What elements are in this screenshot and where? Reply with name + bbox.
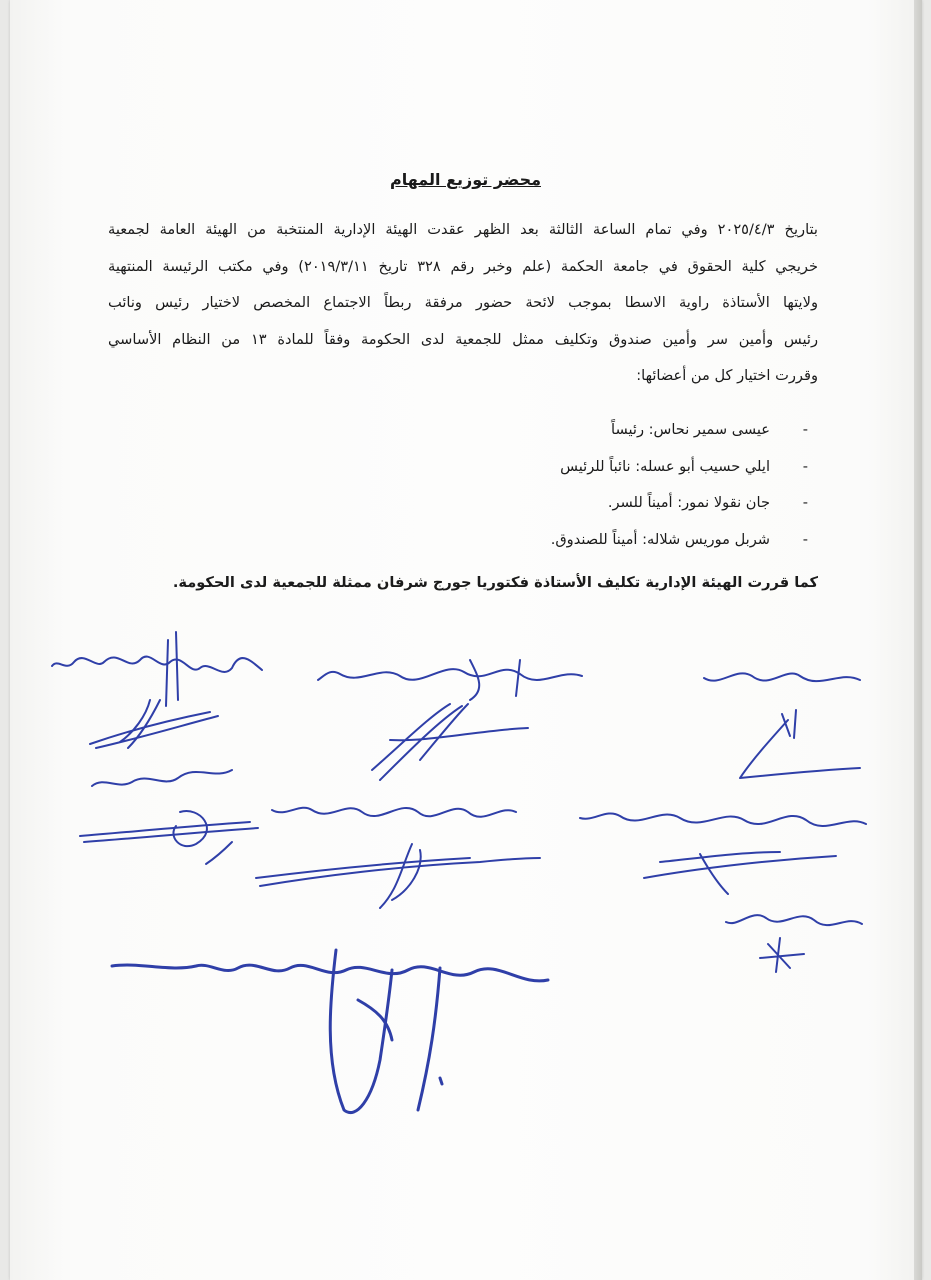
signature-shalala [112, 950, 548, 1113]
member-entry: جان نقولا نمور: أميناً للسر. [607, 494, 770, 511]
paragraph-line: رئيس وأمين سر وأمين صندوق وتكليف ممثل للجمعية لدى الحكومة وفقاً للمادة ١٣ من النظام الأساسي [108, 330, 818, 348]
signature-abou-assali [318, 660, 582, 780]
list-marker: - [802, 494, 808, 511]
member-entry: عيسى سمير نحاس: رئيساً [611, 421, 770, 438]
signature-dahabi [256, 808, 540, 908]
signature-nahas [80, 770, 258, 864]
signature-sharfan [52, 632, 262, 748]
signature-nammour [704, 673, 860, 778]
paragraph-line: بتاريخ ٢٠٢٥/٤/٣ وفي تمام الساعة الثالثة بعد الظهر عقدت الهيئة الإدارية المنتخبة من الهيئة العامة لجمعية [108, 221, 818, 238]
member-entry: شربل موريس شلاله: أميناً للصندوق. [550, 530, 770, 548]
closing-statement: كما قررت الهيئة الإدارية تكليف الأستاذة فكتوريا جورج شرفان ممثلة للجمعية لدى الحكومة. [172, 574, 818, 591]
list-marker: - [802, 457, 808, 475]
signature-sbayh [726, 915, 862, 972]
list-marker: - [802, 530, 808, 548]
paragraph-line: خريجي كلية الحقوق في جامعة الحكمة (علم وخبر رقم ٣٢٨ تاريخ ٢٠١٩/٣/١١) وفي مكتب الرئيسة المنتهية [108, 257, 818, 275]
member-entry: ايلي حسيب أبو عسله: نائباً للرئيس [560, 457, 770, 475]
paragraph-line: ولايتها الأستاذة راوية الاسطا بموجب لائحة حضور مرفقة ربطاً الاجتماع المخصص لاختيار رئيس ونائب [108, 294, 818, 311]
list-marker: - [802, 421, 808, 438]
paragraph-line: وقررت اختيار كل من أعضائها: [636, 367, 818, 384]
signature-khazen [580, 813, 866, 894]
document-title: محضر توزيع المهام [390, 170, 541, 189]
